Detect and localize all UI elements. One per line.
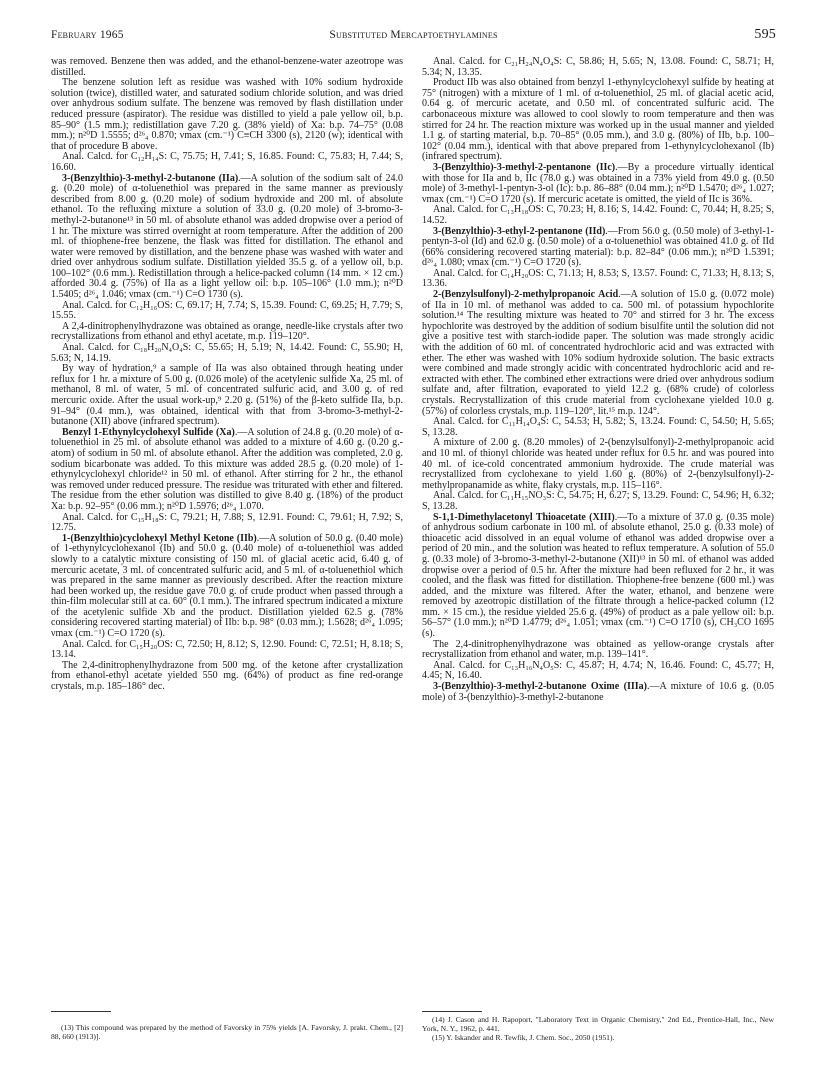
header-date: February 1965: [51, 29, 124, 41]
paragraph: Anal. Calcd. for C₁₂H₁₆OS: C, 69.17; H, 7.74; S, 15.39. Found: C, 69.25; H, 7.79; S, 15.55.: [51, 299, 403, 322]
paragraph: A mixture of 2.00 g. (8.20 mmoles) of 2-(benzylsulfonyl)-2-methylpropanoic acid and 10 ml. of thionyl chloride was heated under reflux for 0.5 hr. and was poured into 40 ml. of ice-cold concentrated ammonium hydroxide. The crude material was recrystallized from cyclohexane to yield 1.60 g. (80%) of 2-(benzylsulfonyl)-2-methylpropanamide as white, flaky crystals, m.p. 115–116°.: [422, 437, 774, 491]
paragraph: A 2,4-dinitrophenylhydrazone was obtained as orange, needle-like crystals after two recrystallizations from ethanol and ethyl acetate, m.p. 119–120°.: [51, 320, 403, 343]
paragraph: The 2,4-dinitrophenylhydrazone was obtained as yellow-orange crystals after recrystallization from ethanol and water, m.p. 139–141°.: [422, 638, 774, 661]
paragraph: Anal. Calcd. for C₁₈H₂₀N₄O₄S: C, 55.65; H, 5.19; N, 14.42. Found: C, 55.90; H, 5.63; N, 14.19.: [51, 342, 403, 364]
paragraph: 3-(Benzylthio)-3-ethyl-2-pentanone (IId).—From 56.0 g. (0.50 mole) of 3-ethyl-1-pentyn-3-ol (Id) and 62.0 g. (0.50 mole) of a α-toluenethiol was obtained 41.0 g. of IId (66% considering recovered starting material): b.p. 82–84° (0.06 mm.); n²⁰D 1.5391; d²⁶₄ 1.080; νmax (cm.⁻¹) C=O 1720 (s).: [422, 225, 774, 269]
paragraph: 3-(Benzylthio)-3-methyl-2-butanone Oxime (IIIa).—A mixture of 10.6 g. (0.05 mole) of 3-(benzylthio)-3-methyl-2-butanone: [422, 681, 775, 703]
paragraph: Anal. Calcd. for C₂₁H₂₄N₄O₄S: C, 58.86; H, 5.65; N, 13.08. Found: C, 58.71; H, 5.34; N, 13.35.: [422, 56, 774, 78]
running-header: [51, 29, 776, 43]
paragraph: was removed. Benzene then was added, and the ethanol-benzene-water azeotrope was distilled.: [51, 56, 403, 78]
compound-heading: 3-(Benzylthio)-3-methyl-2-butanone Oxime (IIIa): [433, 681, 648, 693]
paragraph: Product IIb was also obtained from benzyl 1-ethynylcyclohexyl sulfide by heating at 75° (nitrogen) with a mixture of 1 ml. of α-toluenethiol, 25 ml. of glacial acetic acid, 0.64 g. of mercuric acetate, and 0.50 ml. of concentrated sulfuric acid. The carbonaceous mixture was allowed to cool slowly to room temperature and then was stirred for 24 hr. The reaction mixture was worked up in the usual manner and yielded 1.1 g. of starting material, b.p. 70–85° (0.05 mm.), and 3.0 g. (80%) of IIb, b.p. 100–102° (0.04 mm.), identical with that above prepared from 1-ethynylcyclohexanol (Ib) (infrared spectrum).: [422, 77, 774, 163]
paragraph: Anal. Calcd. for C₁₅H₁₈S: C, 79.21; H, 7.88; S, 12.91. Found: C, 79.61; H, 7.92; S, 12.75.: [51, 511, 403, 534]
paragraph: The benzene solution left as residue was washed with 10% sodium hydroxide solution (twice), distilled water, and saturated sodium chloride solution, and was dried over anhydrous sodium sulfate. The benzene was removed by flash distillation under reduced pressure (aspirator). The residue was distilled to yield a pale yellow oil, b.p. 85–90° (1.5 mm.); redistillation gave 7.20 g. (38% yield) of Xa: b.p. 74–75° (0.08 mm.); n²⁰D 1.5555; d²⁶₄ 0.870; νmax (cm.⁻¹) C≡CH 3300 (s), 2120 (w); identical with that of procedure B above.: [51, 77, 403, 152]
page-number: 595: [754, 27, 776, 42]
compound-heading: S-1,1-Dimethylacetonyl Thioacetate (XIII): [433, 511, 615, 523]
footnotes-left: [51, 1023, 403, 1041]
paragraph: Anal. Calcd. for C₁₂H₁₄S: C, 75.75; H, 7.41; S, 16.85. Found: C, 75.83; H, 7.44; S, 16.60.: [51, 151, 403, 173]
compound-heading: 1-(Benzylthio)cyclohexyl Methyl Ketone (IIb): [62, 532, 257, 544]
paragraph: Anal. Calcd. for C₁₄H₂₀OS: C, 71.13; H, 8.53; S, 13.57. Found: C, 71.33; H, 8.13; S, 13.36.: [422, 267, 774, 290]
compound-heading: 3-(Benzylthio)-3-ethyl-2-pentanone (IId): [433, 225, 606, 237]
paragraph: Anal. Calcd. for C₁₃H₁₈OS: C, 70.23; H, 8.16; S, 14.42. Found: C, 70.44; H, 8.25; S, 14.52.: [422, 204, 774, 226]
paragraph: 3-(Benzylthio)-3-methyl-2-butanone (IIa).—A solution of the sodium salt of 24.0 g. (0.20 mole) of α-toluenethiol was prepared in the same manner as previously described from 8.00 g. (0.20 mole) of sodium hydroxide and 200 ml. of absolute ethanol. To the refluxing mixture a solution of 33.0 g. (0.20 mole) of 3-bromo-3-methyl-2-butanone¹³ in 50 ml. of absolute ethanol was added dropwise over a period of 1 hr. The mixture was stirred overnight at room temperature. After the addition of 200 ml. of thiophene-free benzene, the flask was fitted for distillation. The ethanol and water were removed by distillation, and the benzene phase was washed with water and dried over anhydrous sodium sulfate. Distillation yielded 35.5 g. of a yellow oil, b.p. 100–102° (0.6 mm.). Redistillation through a helice-packed column (14 mm. × 12 cm.) afforded 30.4 g. (75%) of IIa as a light yellow oil: b.p. 105–106° (1.0 mm.); n²⁰D 1.5405; d²⁶₄ 1.046; νmax (cm.⁻¹) C=O 1730 (s).: [51, 172, 403, 301]
footnote: (15) Y. Iskander and R. Tewfik, J. Chem. Soc., 2050 (1951).: [432, 1033, 615, 1042]
paragraph: The 2,4-dinitrophenylhydrazone from 500 mg. of the ketone after crystallization from ethanol-ethyl acetate yielded 550 mg. (64%) of product as fine red-orange crystals, m.p. 185–186° dec.: [51, 659, 403, 693]
compound-heading: 2-(Benzylsulfonyl)-2-methylpropanoic Acid: [433, 289, 619, 301]
compound-heading: 3-(Benzylthio)-3-methyl-2-butanone (IIa): [62, 172, 239, 184]
footnote-divider-right: [422, 1011, 482, 1012]
paragraph: 3-(Benzylthio)-3-methyl-2-pentanone (IIc).—By a procedure virtually identical with those for IIa and b, IIc (78.0 g.) was obtained in a 73% yield from 49.0 g. (0.50 mole) of 3-methyl-1-pentyn-3-ol (Ic): b.p. 86–88° (0.04 mm.); n²⁰D 1.5470; d²⁶₄ 1.027; νmax (cm.⁻¹) C=O 1720 (s). If mercuric acetate is omitted, the yield of IIc is 36%.: [422, 161, 774, 205]
paragraph: Anal. Calcd. for C₁₁H₁₅NO₃S: C, 54.75; H, 6.27; S, 13.29. Found: C, 54.96; H, 6.32; S, 13.28.: [422, 490, 774, 512]
paragraph: S-1,1-Dimethylacetonyl Thioacetate (XIII).—To a mixture of 37.0 g. (0.35 mole) of anhydrous sodium carbonate in 100 ml. of absolute ethanol, 25.0 g. (0.33 mole) of thioacetic acid dissolved in an equal volume of ethanol was added dropwise over a period of 20 min., and the solution was heated to reflux temperature. A solution of 55.0 g. (0.33 mole) of 3-bromo-3-methyl-2-butanone (XII)¹³ in 50 ml. of ethanol was added dropwise over a period of 0.5 hr. After the mixture had been refluxed for 2 hr., it was cooled, and the flask was fitted for distillation. Thiophene-free benzene (600 ml.) was added, and the mixture was filtered. After the water, ethanol, and benzene were removed by azeotropic distillation of the filtrate through a helice-packed column (12 mm. × 15 cm.), the residue yielded 25.6 g. (49%) of product as a pale yellow oil: b.p. 56–57° (1.0 mm.); n²⁰D 1.4779; d²⁶₄ 1.051; νmax (cm.⁻¹) C=O 1710 (s), CH₃CO 1695 (s).: [422, 511, 774, 640]
paragraph: Anal. Calcd. for C₁₃H₁₆N₄O₅S: C, 45.87; H, 4.74; N, 16.46. Found: C, 45.77; H, 4.45; N, 16.40.: [422, 659, 774, 682]
footnote: (13) This compound was prepared by the method of Favorsky in 75% yields [A. Favorsky, J. prakt. Chem., [2] 88, 660 (1913)].: [51, 1023, 403, 1041]
compound-heading: Benzyl 1-Ethynylcyclohexyl Sulfide (Xa): [62, 426, 235, 438]
header-title: Substituted Mercaptoethylamines: [329, 29, 498, 41]
paragraph: Anal. Calcd. for C₁₁H₁₄O₄S: C, 54.53; H, 5.82; S, 13.24. Found: C, 54.50; H, 5.65; S, 13.28.: [422, 416, 774, 438]
compound-heading: 3-(Benzylthio)-3-methyl-2-pentanone (IIc): [433, 161, 616, 173]
left-column: [51, 57, 403, 693]
footnote-divider-left: [51, 1011, 111, 1012]
footnote: (14) J. Cason and H. Rapoport, "Laboratory Text in Organic Chemistry," 2nd Ed., Prentice-Hall, Inc., New York, N. Y., 1962, p. 441.: [422, 1015, 774, 1033]
paragraph: By way of hydration,⁹ a sample of IIa was also obtained through heating under reflux for 1 hr. a mixture of 5.00 g. (0.026 mole) of the acetylenic sulfide Xa, 25 ml. of methanol, 8 ml. of water, 5 ml. of concentrated sulfuric acid, and 3.00 g. of red mercuric oxide. After the usual work-up,⁹ 2.20 g. (51%) of the β-keto sulfide IIa, b.p. 91–94° (0.4 mm.), was obtained, identical with that from 3-bromo-3-methyl-2-butanone (XII) above (infrared spectrum).: [51, 363, 403, 428]
paragraph: Benzyl 1-Ethynylcyclohexyl Sulfide (Xa).—A solution of 24.8 g. (0.20 mole) of α-toluenethiol in 25 ml. of absolute ethanol was added to a mixture of 4.60 g. (0.20 g.-atom) of sodium in 50 ml. of absolute ethanol. After the addition was completed, 2.0 g. sodium bicarbonate was added. To this mixture was added 28.5 g. (0.20 mole) of 1-ethynylcyclohexyl chloride¹² in 50 ml. of ethanol. After stirring for 2 hr., the ethanol was removed under reduced pressure. The residue was triturated with ether and filtered. The residue from the ether solution was distilled to give 8.40 g. (18%) of the product Xa: b.p. 92–95° (0.06 mm.); n²⁰D 1.5976; d²⁶₄ 1.070.: [51, 426, 403, 512]
paragraph: 1-(Benzylthio)cyclohexyl Methyl Ketone (IIb).—A solution of 50.0 g. (0.40 mole) of 1-ethynylcyclohexanol (Ib) and 50.0 g. (0.40 mole) of α-toluenethiol was added slowly to a catalytic mixture consisting of 150 ml. of glacial acetic acid, 6.40 g. of mercuric acetate, 3 ml. of concentrated sulfuric acid, and 5 ml. of α-toluenethiol which was prepared in the same manner as previously described. After the reaction mixture had been worked up, the residue gave 70.0 g. of crude product when passed through a thin-film molecular still at ca. 60° (0.1 mm.). The infrared spectrum indicated a mixture of the acetylenic sulfide Xb and the product. Distillation yielded 62.5 g. (78% considering recovered starting material) of IIb: b.p. 98° (0.03 mm.); 1.5628; d²⁶₄ 1.095; νmax (cm.⁻¹) C=O 1720 (s).: [51, 532, 403, 640]
paragraph: 2-(Benzylsulfonyl)-2-methylpropanoic Acid.—A solution of 15.0 g. (0.072 mole) of IIa in 10 ml. of methanol was added to ca. 500 ml. of potassium hypochlorite solution.¹⁴ The resulting mixture was heated to 70° and stirred for 3 hr. The excess hypochlorite was destroyed by the addition of sodium bisulfite until the solution did not give a positive test with starch-iodide paper. The solution was made strongly acidic with the addition of 60 ml. of concentrated hydrochloric acid and was extracted with ether. The ether was washed with 10% sodium hydroxide solution. The basic extracts were combined and made strongly acidic with concentrated hydrochloric acid and re-extracted with ether. The combined ether extractions were dried over anhydrous sodium sulfate and, after filtration, evaporated to yield 12.2 g. (68% crude) of colorless crystals. Recrystallization of this crude material from cyclohexane yielded 10.0 g. (57%) of colorless crystals, m.p. 119–120°, lit.¹⁵ m.p. 124°.: [422, 289, 775, 417]
right-column: [422, 57, 774, 703]
footnotes-right: [422, 1015, 774, 1042]
paragraph: Anal. Calcd. for C₁₅H₂₀OS: C, 72.50; H, 8.12; S, 12.90. Found: C, 72.51; H, 8.18; S, 13.14.: [51, 638, 403, 661]
